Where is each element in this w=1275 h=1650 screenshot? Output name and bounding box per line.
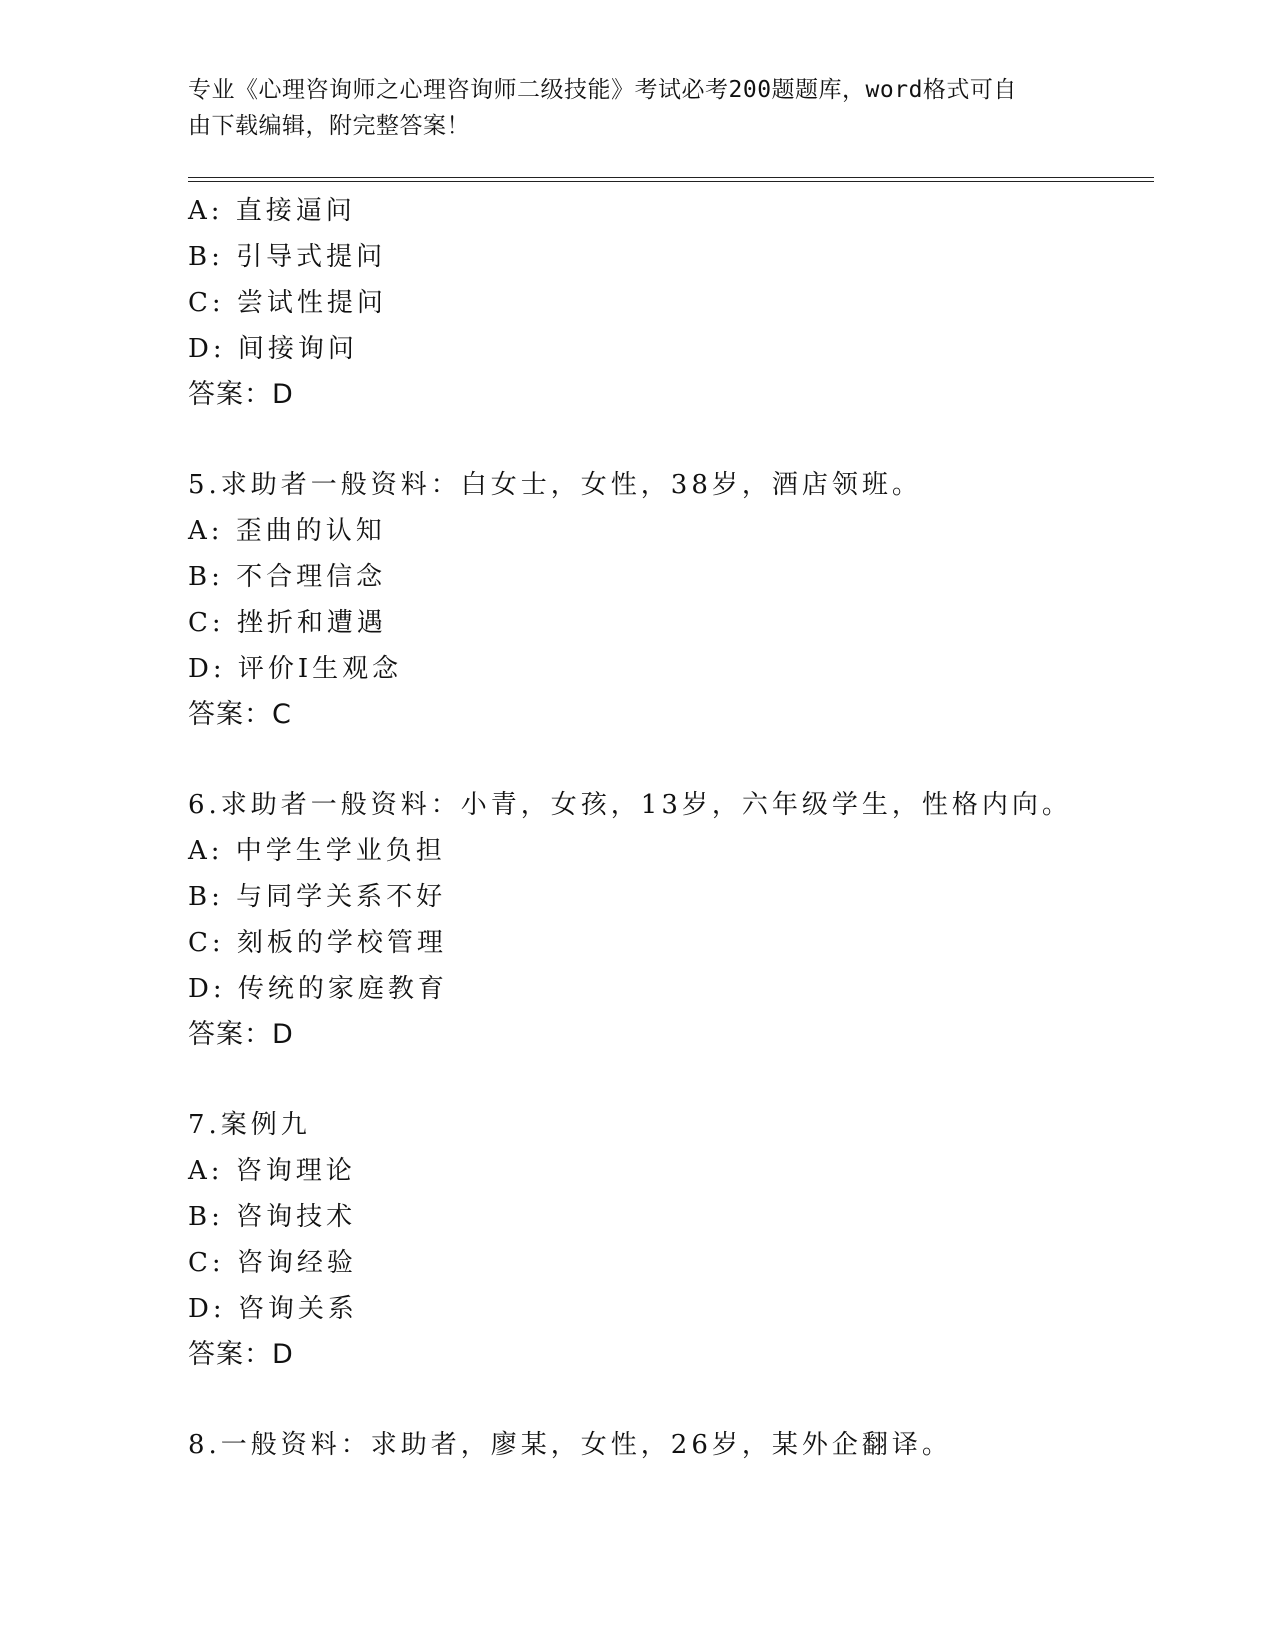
question-block bbox=[188, 782, 1148, 1058]
header-line-2: 由下载编辑，附完整答案！ bbox=[188, 113, 470, 139]
header-line-1: 专业《心理咨询师之心理咨询师二级技能》考试必考200题题库，word格式可自 bbox=[188, 77, 1017, 103]
header-divider-bottom bbox=[188, 181, 1154, 182]
option-b: B: 咨询技术 bbox=[188, 1202, 357, 1232]
option-d: D: 评价I生观念 bbox=[188, 654, 403, 684]
spacer bbox=[188, 418, 1148, 462]
option-a: A: 歪曲的认知 bbox=[188, 516, 386, 546]
option-b: B: 不合理信念 bbox=[188, 562, 387, 592]
spacer bbox=[188, 738, 1148, 782]
option-c: C: 挫折和遭遇 bbox=[188, 608, 387, 638]
question-block bbox=[188, 1102, 1148, 1378]
question-block bbox=[188, 1422, 1148, 1468]
answer-line: 答案：D bbox=[188, 1019, 294, 1050]
spacer bbox=[188, 1058, 1148, 1102]
option-d: D: 咨询关系 bbox=[188, 1294, 358, 1324]
question-stem: 5.求助者一般资料：白女士，女性，38岁，酒店领班。 bbox=[188, 470, 922, 500]
option-a: A: 直接逼问 bbox=[188, 196, 356, 226]
option-a: A: 中学生学业负担 bbox=[188, 836, 446, 866]
option-c: C: 刻板的学校管理 bbox=[188, 928, 447, 958]
question-stem: 7.案例九 bbox=[188, 1110, 311, 1140]
option-b: B: 与同学关系不好 bbox=[188, 882, 447, 912]
option-c: C: 尝试性提问 bbox=[188, 288, 387, 318]
question-stem: 8.一般资料：求助者，廖某，女性，26岁，某外企翻译。 bbox=[188, 1430, 952, 1460]
question-block bbox=[188, 188, 1148, 418]
option-c: C: 咨询经验 bbox=[188, 1248, 357, 1278]
option-d: D: 传统的家庭教育 bbox=[188, 974, 448, 1004]
document-header bbox=[188, 72, 1068, 144]
answer-line: 答案：D bbox=[188, 379, 294, 410]
option-d: D: 间接询问 bbox=[188, 334, 358, 364]
question-list bbox=[188, 188, 1148, 1468]
question-block bbox=[188, 462, 1148, 738]
answer-line: 答案：C bbox=[188, 699, 292, 730]
spacer bbox=[188, 1378, 1148, 1422]
option-a: A: 咨询理论 bbox=[188, 1156, 356, 1186]
answer-line: 答案：D bbox=[188, 1339, 294, 1370]
header-divider-top bbox=[188, 177, 1154, 178]
option-b: B: 引导式提问 bbox=[188, 242, 387, 272]
question-stem: 6.求助者一般资料：小青，女孩，13岁，六年级学生，性格内向。 bbox=[188, 790, 1072, 820]
